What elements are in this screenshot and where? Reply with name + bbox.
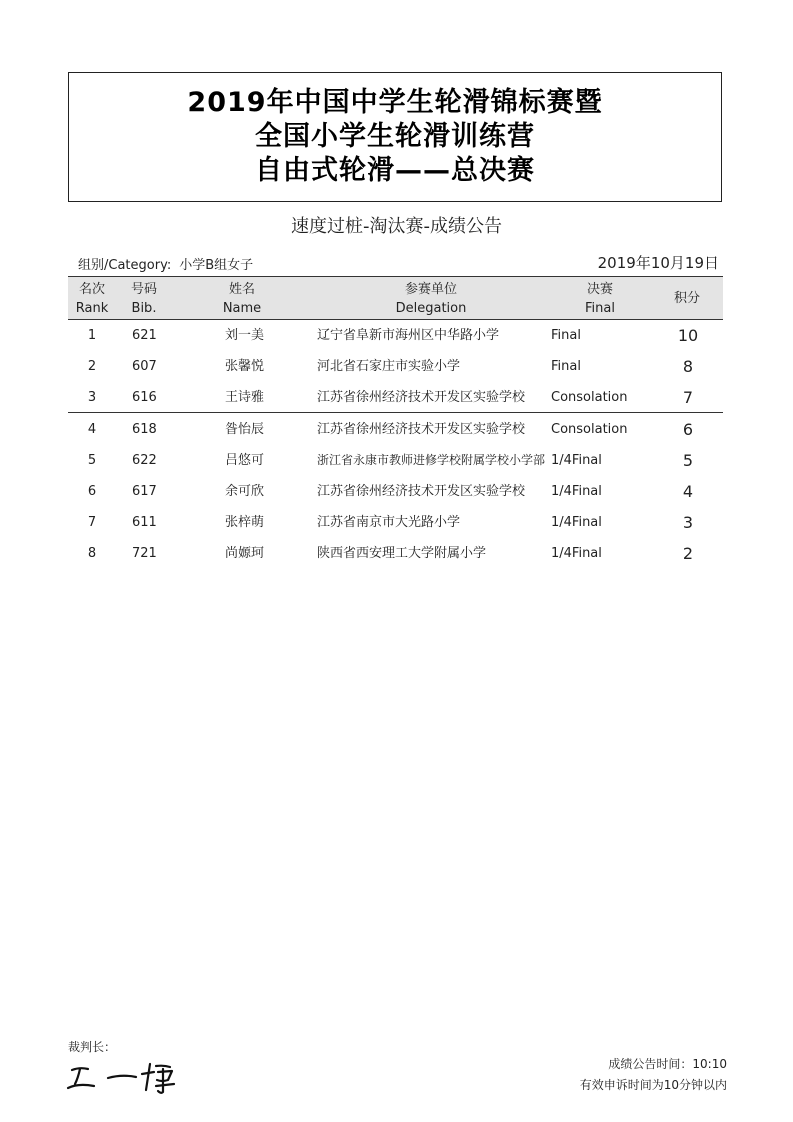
col-header-rank (68, 280, 116, 318)
points-cell: 10 (677, 326, 699, 345)
final-cell: 1/4Final (551, 515, 602, 530)
title-line-1: 2019年中国中学生轮滑锦标赛暨 (187, 87, 603, 118)
col-header-name-zh: 姓名 (228, 282, 255, 297)
referee-signature (64, 1058, 176, 1100)
col-header-name-en: Name (222, 301, 262, 316)
delegation-cell: 江苏省徐州经济技术开发区实验学校 (317, 390, 526, 405)
table-row (68, 538, 723, 569)
col-header-points-zh: 积分 (673, 291, 700, 306)
col-header-delegation (378, 280, 484, 318)
delegation-cell: 浙江省永康市教师进修学校附属学校小学部 (317, 453, 546, 467)
final-cell: 1/4Final (551, 546, 602, 561)
rank-cell: 3 (87, 390, 97, 405)
points-cell: 6 (682, 420, 694, 439)
name-cell: 王诗雅 (225, 390, 265, 405)
col-header-delegation-zh: 参赛单位 (404, 282, 457, 297)
name-cell: 张馨悦 (225, 359, 265, 374)
bib-cell: 617 (132, 484, 157, 499)
final-cell: Final (551, 359, 581, 374)
appeal-note: 有效申诉时间为10分钟以内 (579, 1078, 727, 1092)
table-row (68, 382, 723, 413)
final-cell: Consolation (551, 390, 628, 405)
col-header-bib-en: Bib. (131, 301, 157, 316)
final-group-divider (68, 412, 723, 413)
table-row (68, 320, 723, 351)
title-box (68, 72, 722, 202)
delegation-cell: 江苏省南京市大光路小学 (317, 515, 461, 530)
name-cell: 张梓萌 (225, 515, 265, 530)
rank-cell: 8 (87, 546, 97, 561)
points-cell: 5 (682, 451, 694, 470)
col-header-bib-zh: 号码 (130, 282, 157, 297)
announcement-info (580, 1054, 727, 1096)
col-header-name (216, 280, 268, 318)
final-cell: 1/4Final (551, 484, 602, 499)
final-cell: Consolation (551, 422, 628, 437)
rank-cell: 4 (87, 422, 97, 437)
delegation-cell: 江苏省徐州经济技术开发区实验学校 (317, 484, 526, 499)
bib-cell: 622 (132, 453, 157, 468)
name-cell: 昝怡辰 (225, 422, 265, 437)
points-cell: 7 (682, 388, 694, 407)
name-cell: 余可欣 (225, 484, 265, 499)
col-header-final-en: Final (585, 301, 615, 316)
bib-cell: 616 (132, 390, 157, 405)
col-header-points (666, 289, 708, 308)
bib-cell: 721 (132, 546, 157, 561)
rank-cell: 2 (87, 359, 97, 374)
category-label: 组别/Category: (78, 258, 172, 273)
points-cell: 2 (682, 544, 694, 563)
table-row (68, 476, 723, 507)
table-row (68, 507, 723, 538)
final-cell: Final (551, 328, 581, 343)
table-row (68, 351, 723, 382)
rank-cell: 1 (87, 328, 97, 343)
category-info (78, 254, 261, 273)
announce-time: 成绩公告时间：10:10 (608, 1057, 727, 1071)
title-line-3: 自由式轮滑——总决赛 (255, 155, 535, 186)
delegation-cell: 江苏省徐州经济技术开发区实验学校 (317, 422, 526, 437)
name-cell: 吕悠可 (225, 453, 265, 468)
bib-cell: 618 (132, 422, 157, 437)
delegation-cell: 河北省石家庄市实验小学 (317, 359, 461, 374)
points-cell: 4 (682, 482, 694, 501)
table-row (68, 414, 723, 445)
delegation-cell: 陕西省西安理工大学附属小学 (317, 546, 487, 561)
final-cell: 1/4Final (551, 453, 602, 468)
col-header-bib (120, 280, 168, 318)
rank-cell: 5 (87, 453, 97, 468)
col-header-rank-zh: 名次 (78, 282, 105, 297)
event-date: 2019年10月19日 (597, 254, 719, 272)
col-header-delegation-en: Delegation (395, 301, 467, 316)
title-line-2: 全国小学生轮滑训练营 (255, 121, 535, 152)
col-header-final (576, 280, 624, 318)
name-cell: 尚嫄珂 (225, 546, 265, 561)
name-cell: 刘一美 (225, 328, 265, 343)
referee-label: 裁判长： (68, 1040, 117, 1054)
delegation-cell: 辽宁省阜新市海州区中华路小学 (317, 328, 500, 343)
points-cell: 3 (682, 513, 694, 532)
rank-cell: 6 (87, 484, 97, 499)
page-subtitle: 速度过桩-淘汰赛-成绩公告 (291, 216, 502, 237)
bib-cell: 607 (132, 359, 157, 374)
points-cell: 8 (682, 357, 694, 376)
col-header-final-zh: 决赛 (586, 282, 613, 297)
col-header-rank-en: Rank (75, 301, 109, 316)
table-row (68, 445, 723, 476)
category-value: 小学B组女子 (179, 258, 254, 273)
rank-cell: 7 (87, 515, 97, 530)
bib-cell: 621 (132, 328, 157, 343)
bib-cell: 611 (132, 515, 157, 530)
table-header (68, 276, 723, 320)
